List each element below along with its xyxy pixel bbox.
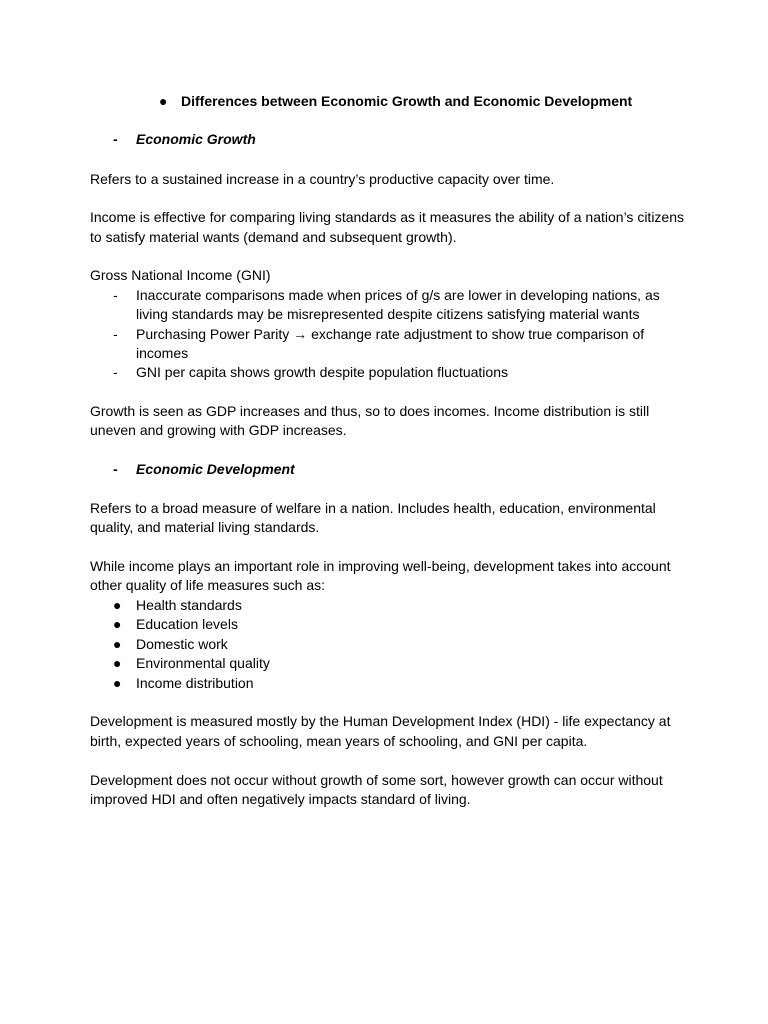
gni-heading: Gross National Income (GNI) <box>90 267 271 283</box>
measures-list-item <box>113 615 238 634</box>
list-item-continuation: incomes <box>136 345 189 361</box>
list-item-text: Purchasing Power Parity → exchange rate adjustment to show true comparison of <box>136 326 645 342</box>
closing-paragraph-line: improved HDI and often negatively impacts standard of living. <box>90 791 471 807</box>
gni-list-item <box>113 286 660 305</box>
list-item-text: Education levels <box>136 616 238 632</box>
heading-dash: - <box>113 461 118 477</box>
list-dash: - <box>113 364 118 380</box>
hdi-paragraph-line: Development is measured mostly by the Human Development Index (HDI) - life expectancy at <box>90 713 671 729</box>
development-income-line: other quality of life measures such as: <box>90 577 326 593</box>
development-definition-line: Refers to a broad measure of welfare in a nation. Includes health, education, environmental <box>90 500 656 516</box>
income-paragraph-line: Income is effective for comparing living standards as it measures the ability of a nation’s citizens <box>90 209 684 225</box>
list-bullet: ● <box>113 597 122 613</box>
growth-paragraph-line: uneven and growing with GDP increases. <box>90 422 347 438</box>
list-item-continuation: living standards may be misrepresented despite citizens satisfying material wants <box>136 306 640 322</box>
growth-definition: Refers to a sustained increase in a country’s productive capacity over time. <box>90 171 555 187</box>
list-item-text: Inaccurate comparisons made when prices of g/s are lower in developing nations, as <box>136 287 660 303</box>
heading-text: Economic Growth <box>136 131 256 147</box>
closing-paragraph-line: Development does not occur without growth of some sort, however growth can occur without <box>90 772 663 788</box>
list-bullet: ● <box>113 616 122 632</box>
document-title <box>159 92 632 111</box>
list-item-text: GNI per capita shows growth despite population fluctuations <box>136 364 508 380</box>
development-income-line: While income plays an important role in improving well-being, development takes into account <box>90 558 671 574</box>
list-item-text: Income distribution <box>136 675 254 691</box>
list-dash: - <box>113 287 118 303</box>
list-item-text: Environmental quality <box>136 655 270 671</box>
measures-list-item <box>113 596 242 615</box>
list-item-text: Domestic work <box>136 636 228 652</box>
section-heading-growth <box>113 130 256 149</box>
growth-paragraph-line: Growth is seen as GDP increases and thus, so to does incomes. Income distribution is still <box>90 403 650 419</box>
title-text: Differences between Economic Growth and Economic Development <box>181 93 633 109</box>
measures-list-item <box>113 654 270 673</box>
hdi-paragraph-line: birth, expected years of schooling, mean years of schooling, and GNI per capita. <box>90 733 588 749</box>
heading-text: Economic Development <box>136 461 295 477</box>
gni-list-item <box>113 325 644 344</box>
list-dash: - <box>113 326 118 342</box>
gni-list-item <box>113 363 508 382</box>
title-bullet: ● <box>159 93 168 109</box>
list-item-text: Health standards <box>136 597 242 613</box>
section-heading-development <box>113 460 295 479</box>
development-definition-line: quality, and material living standards. <box>90 519 320 535</box>
list-bullet: ● <box>113 655 122 671</box>
list-bullet: ● <box>113 636 122 652</box>
list-bullet: ● <box>113 675 122 691</box>
measures-list-item <box>113 674 254 693</box>
income-paragraph-line: to satisfy material wants (demand and subsequent growth). <box>90 229 457 245</box>
measures-list-item <box>113 635 228 654</box>
heading-dash: - <box>113 131 118 147</box>
